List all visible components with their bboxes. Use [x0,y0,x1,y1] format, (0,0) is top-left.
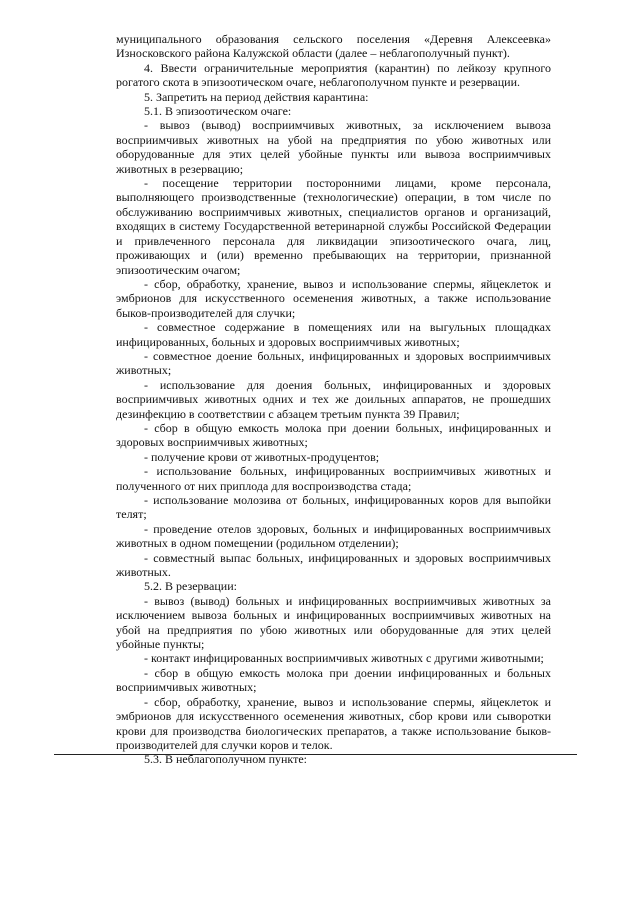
list-item: - сбор в общую емкость молока при доении больных, инфицированных и здоровых восприимчивых животных; [116,420,551,450]
list-item: - совместное доение больных, инфицированных и здоровых восприимчивых животных; [116,348,551,378]
section-heading: 5.3. В неблагополучном пункте: [144,752,307,767]
footer-divider [54,754,577,755]
paragraph: муниципального образования сельского поселения «Деревня Алексеевка» Износковского района Калужской области (далее – неблагополучный пункт). [116,32,551,61]
section-heading: 5.2. В резервации: [144,579,237,594]
list-item: - сбор в общую емкость молока при доении инфицированных и больных восприимчивых животных; [116,665,551,695]
section-heading: 5.1. В эпизоотическом очаге: [144,104,292,119]
list-item: - контакт инфицированных восприимчивых животных с другими животными; [144,651,544,666]
list-item: - получение крови от животных-продуцентов; [144,449,380,464]
list-item: - сбор, обработку, хранение, вывоз и использование спермы, яйцеклеток и эмбрионов для искусственного осеменения животных, сбор крови или сыворотки крови для производства биологических препаратов, а также использование быков-производителей для случки коров и телок. [116,694,551,752]
list-item: - совместный выпас больных, инфицированных и здоровых восприимчивых животных. [116,550,551,580]
list-item: - совместное содержание в помещениях или на выгульных площадках инфицированных, больных и здоровых восприимчивых животных; [116,320,551,349]
list-item: - использование молозива от больных, инфицированных коров для выпойки телят; [116,493,551,522]
paragraph: 4. Ввести ограничительные мероприятия (карантин) по лейкозу крупного рогатого скота в эпизоотическом очаге, неблагополучном пункте и резервации. [116,60,551,90]
paragraph: 5. Запретить на период действия карантина: [144,89,369,104]
list-item: - использование больных, инфицированных восприимчивых животных и полученного от них приплода для воспроизводства стада; [116,464,551,493]
list-item: - сбор, обработку, хранение, вывоз и использование спермы, яйцеклеток и эмбрионов для искусственного осеменения животных, а также использование быков-производителей для случки; [116,276,551,320]
document-body [116,32,551,767]
list-item: - вывоз (вывод) больных и инфицированных восприимчивых животных за исключением вывоза больных и инфицированных восприимчивых животных на убой на предприятия по убою животных или оборудованные для этих целей убойные пункты; [116,593,551,652]
list-item: - использование для доения больных, инфицированных и здоровых восприимчивых животных одних и тех же доильных аппаратов, не прошедших дезинфекцию в соответствии с абзацем третьим пункта 39 Правил; [116,377,551,421]
list-item: - вывоз (вывод) восприимчивых животных, за исключением вывоза восприимчивых животных на убой на предприятия по убою животных или оборудованные для этих целей убойные пункты или вывоза восприимчивых животных в резервацию; [116,118,551,176]
list-item: - посещение территории посторонними лицами, кроме персонала, выполняющего производственные (технологические) операции, в том числе по обслуживанию восприимчивых животных, специалистов органов и организаций, входящих в систему Государственной ветеринарной службы Российской Федерации и привлеченного персонала для ликвидации эпизоотического очага, лиц, проживающих и (или) временно пребывающих на территории, признанной эпизоотическим очагом; [116,176,551,277]
list-item: - проведение отелов здоровых, больных и инфицированных восприимчивых животных в одном помещении (родильном отделении); [116,521,551,551]
